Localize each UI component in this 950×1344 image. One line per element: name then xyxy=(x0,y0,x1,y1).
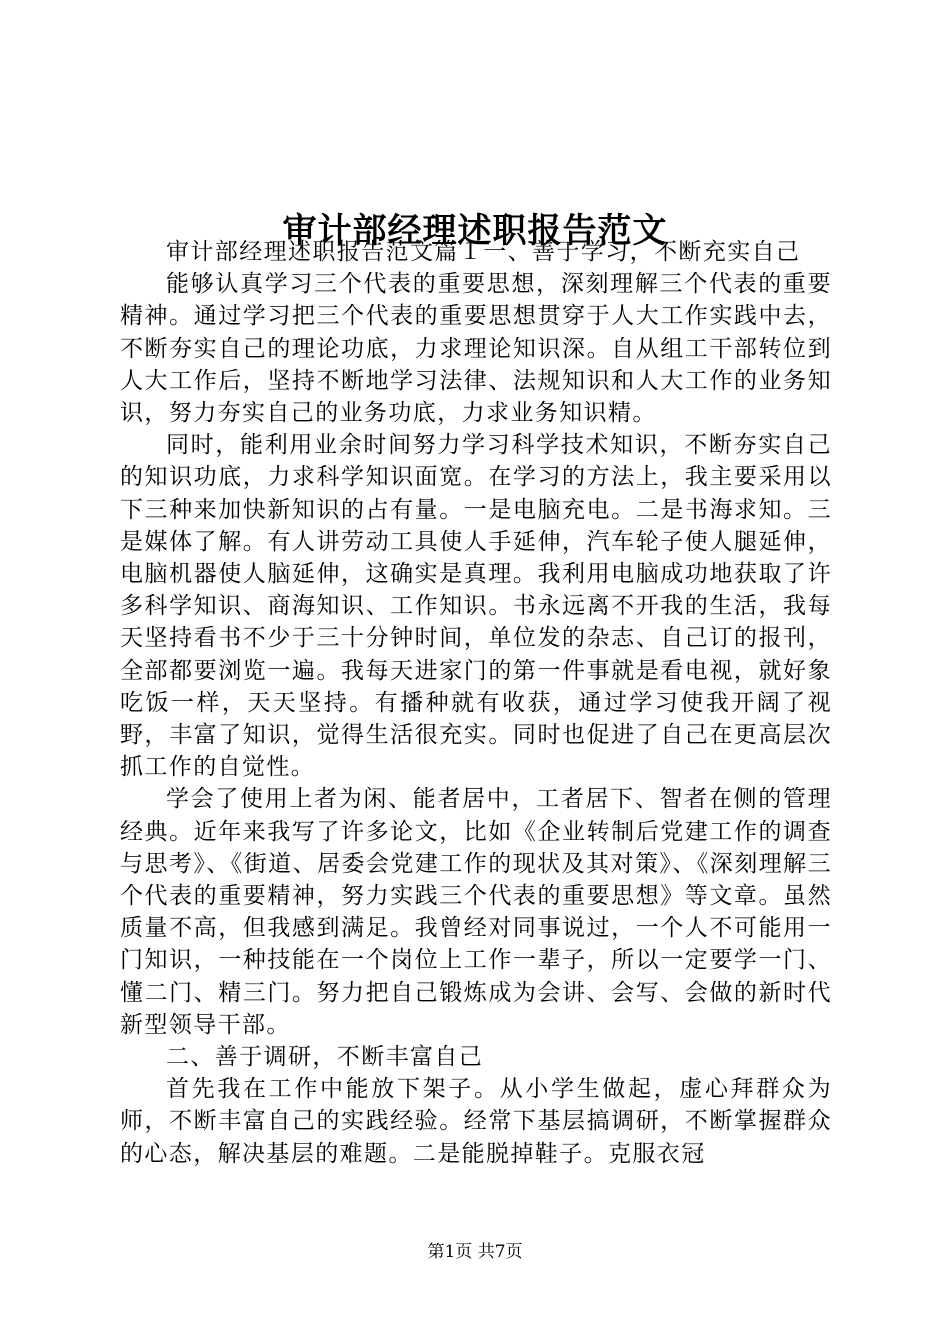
paragraph-research: 首先我在工作中能放下架子。从小学生做起，虚心拜群众为师，不断丰富自己的实践经验。经常下基层搞调研，不断掌握群众的心态，解决基层的难题。二是能脱掉鞋子。克服衣冠 xyxy=(120,1076,832,1167)
paragraph-study-theory: 能够认真学习三个代表的重要思想，深刻理解三个代表的重要精神。通过学习把三个代表的重要思想贯穿于人大工作实践中去，不断夯实自己的理论功底，力求理论知识深。自从组工干部转位到人大工作后，坚持不断地学习法律、法规知识和人大工作的业务知识，努力夯实自己的业务功底，力求业务知识精。 xyxy=(120,271,832,427)
page-footer: 第1页 共7页 xyxy=(427,1242,523,1262)
paragraph-study-science: 同时，能利用业余时间努力学习科学技术知识，不断夯实自己的知识功底，力求科学知识面宽。在学习的方法上，我主要采用以下三种来加快新知识的占有量。一是电脑充电。二是书海求知。三是媒体了解。有人讲劳动工具使人手延伸，汽车轮子使人腿延伸，电脑机器使人脑延伸，这确实是真理。我利用电脑成功地获取了许多科学知识、商海知识、工作知识。书永远离不开我的生活，我每天坚持看书不少于三十分钟时间，单位发的杂志、自己订的报刊，全部都要浏览一遍。我每天进家门的第一件事就是看电视，就好象吃饭一样，天天坚持。有播种就有收获，通过学习使我开阔了视野，丰富了知识，觉得生活很充实。同时也促进了自己在更高层次抓工作的自觉性。 xyxy=(120,432,832,781)
paragraph-intro: 审计部经理述职报告范文篇１一、善于学习，不断充实自己 xyxy=(166,239,801,265)
section-heading-research: 二、善于调研，不断丰富自己 xyxy=(166,1044,484,1071)
document-body xyxy=(120,236,832,1170)
document-title: 审计部经理述职报告范文 xyxy=(282,210,668,251)
paragraph-management: 学会了使用上者为闲、能者居中，工者居下、智者在侧的管理经典。近年来我写了许多论文，比如《企业转制后党建工作的调查与思考》、《街道、居委会党建工作的现状及其对策》、《深刻理解三个代表的重要精神，努力实践三个代表的重要思想》等文章。虽然质量不高，但我感到满足。我曾经对同事说过，一个人不可能用一门知识，一种技能在一个岗位上工作一辈子，所以一定要学一门、懂二门、精三门。努力把自己锻炼成为会讲、会写、会做的新时代新型领导干部。 xyxy=(120,786,832,1038)
